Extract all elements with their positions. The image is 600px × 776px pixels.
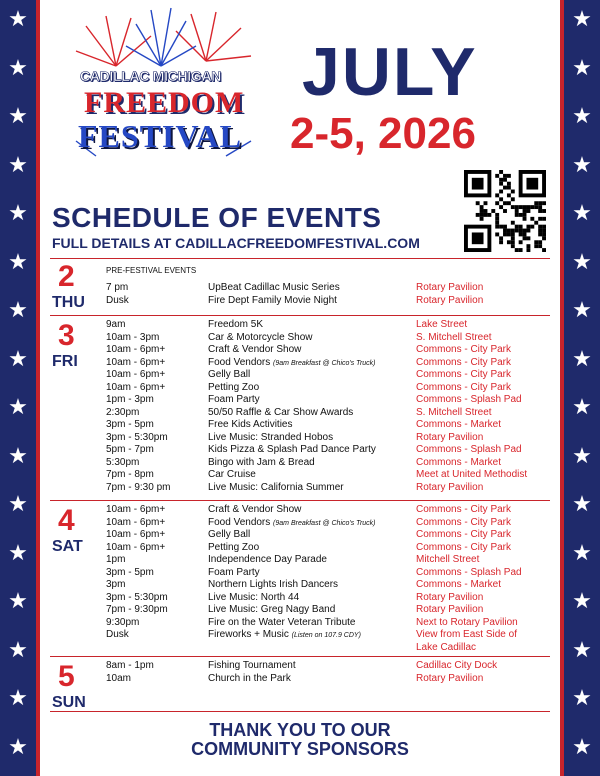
- star-icon: ★: [8, 248, 28, 274]
- event-time: 10am - 3pm: [106, 331, 160, 343]
- event-location: Commons - Splash Pad: [416, 566, 522, 578]
- event-name: [208, 517, 376, 530]
- event-title: Independence Day Parade: [208, 554, 327, 565]
- schedule-row: [106, 394, 550, 406]
- day-divider: [50, 258, 550, 259]
- event-location: S. Mitchell Street: [416, 406, 492, 418]
- event-name: [208, 554, 327, 566]
- event-location: Lake Cadillac: [416, 641, 477, 653]
- star-icon: ★: [8, 733, 28, 759]
- schedule-row: [106, 295, 550, 307]
- event-location: Lake Street: [416, 319, 468, 330]
- schedule-row: [106, 282, 550, 294]
- event-location: Commons - Market: [416, 419, 502, 430]
- event-location: Commons - City Park: [416, 356, 512, 368]
- schedule-row: [106, 369, 550, 381]
- event-name: [208, 673, 291, 685]
- event-title: Live Music: California Summer: [208, 481, 344, 493]
- star-icon: ★: [8, 6, 28, 31]
- event-name: [208, 604, 335, 616]
- star-icon: ★: [572, 6, 592, 31]
- star-icon: ★: [8, 539, 28, 565]
- star-icon: ★: [8, 588, 28, 613]
- event-title: Church in the Park: [208, 672, 291, 684]
- star-icon: ★: [572, 491, 592, 516]
- star-icon: ★: [8, 200, 28, 225]
- event-location: Cadillac City Dock: [416, 660, 498, 671]
- event-time: 10am: [106, 672, 132, 684]
- event-name: [208, 457, 315, 469]
- event-time: 10am - 6pm+: [106, 504, 166, 515]
- event-location: Mitchell Street: [416, 554, 480, 565]
- schedule-row: [106, 592, 550, 604]
- event-time: 10am - 6pm+: [106, 369, 166, 380]
- event-time: 1pm - 3pm: [106, 394, 154, 405]
- event-name: [208, 579, 338, 591]
- event-name: [208, 382, 259, 394]
- event-location: Commons - City Park: [416, 504, 512, 515]
- event-title: Food Vendors: [208, 516, 271, 528]
- schedule-row: [106, 629, 550, 641]
- event-time: Dusk: [106, 629, 129, 640]
- schedule-title: SCHEDULE OF EVENTS: [52, 202, 382, 233]
- schedule-row: [106, 617, 550, 629]
- day-name: SUN: [52, 694, 86, 711]
- event-location: Rotary Pavilion: [416, 481, 484, 493]
- event-time: 8am - 1pm: [106, 660, 154, 671]
- schedule-row: [106, 660, 550, 672]
- star-icon: ★: [8, 442, 28, 468]
- event-name: [208, 319, 263, 331]
- qr-code-icon[interactable]: [464, 170, 546, 252]
- star-icon: ★: [8, 54, 28, 80]
- event-time: 1pm: [106, 554, 126, 565]
- star-icon: ★: [8, 491, 28, 516]
- star-icon: ★: [572, 394, 592, 419]
- star-icon: ★: [8, 297, 28, 322]
- event-name: [208, 357, 376, 370]
- event-time: 2:30pm: [106, 406, 140, 418]
- day-name: THU: [52, 294, 85, 311]
- day-number: 4: [58, 504, 75, 537]
- schedule-row: [106, 332, 550, 344]
- event-name: [208, 394, 260, 406]
- event-location: Meet at United Methodist: [416, 469, 528, 480]
- event-time: 10am - 6pm+: [106, 356, 166, 368]
- star-icon: ★: [8, 636, 28, 662]
- event-title: Fireworks + Music: [208, 629, 289, 640]
- event-title: Fishing Tournament: [208, 660, 296, 671]
- schedule-row: [106, 579, 550, 591]
- schedule-row: [106, 517, 550, 529]
- event-location: S. Mitchell Street: [416, 331, 492, 343]
- star-icon: ★: [572, 588, 592, 613]
- event-title: Live Music: Stranded Hobos: [208, 431, 334, 443]
- logo-festival: FESTIVAL: [78, 118, 242, 154]
- event-title: Northern Lights Irish Dancers: [208, 579, 339, 590]
- event-location: Commons - City Park: [416, 516, 512, 528]
- schedule-row: [106, 382, 550, 394]
- event-name: [208, 369, 250, 381]
- event-location: Commons - City Park: [416, 344, 512, 355]
- star-icon: ★: [572, 539, 592, 565]
- event-time: 3pm - 5pm: [106, 419, 154, 430]
- sponsors-thanks: [50, 721, 550, 759]
- event-time: 9am: [106, 319, 126, 330]
- star-icon: ★: [8, 394, 28, 419]
- star-icon: ★: [572, 442, 592, 468]
- event-name: [208, 629, 361, 642]
- schedule-row: [106, 504, 550, 516]
- day-divider: [50, 656, 550, 657]
- event-time: 3pm: [106, 579, 126, 590]
- star-icon: ★: [572, 685, 592, 710]
- event-location: Commons - Market: [416, 456, 502, 468]
- details-link[interactable]: FULL DETAILS AT CADILLACFREEDOMFESTIVAL.COM: [52, 235, 420, 251]
- event-location: Rotary Pavilion: [416, 294, 484, 306]
- event-name: [208, 344, 301, 356]
- event-name: [208, 529, 250, 541]
- star-icon: ★: [572, 54, 592, 80]
- event-time: 3pm - 5:30pm: [106, 591, 168, 603]
- event-title: Kids Pizza & Splash Pad Dance Party: [208, 444, 376, 455]
- event-title: Craft & Vendor Show: [208, 344, 302, 355]
- event-name: [208, 504, 301, 516]
- event-title: Gelly Ball: [208, 529, 251, 540]
- event-location: Rotary Pavilion: [416, 591, 484, 603]
- schedule-row: [106, 432, 550, 444]
- event-name: [208, 419, 292, 431]
- schedule-row: [106, 482, 550, 494]
- event-title: Freedom 5K: [208, 319, 264, 330]
- event-time: 10am - 6pm+: [106, 529, 166, 540]
- schedule-row: [106, 469, 550, 481]
- event-name: [208, 660, 296, 672]
- event-time: 3pm - 5pm: [106, 566, 154, 578]
- event-location: View from East Side of: [416, 629, 517, 640]
- schedule-row: [106, 554, 550, 566]
- event-time: 5pm - 7pm: [106, 444, 154, 455]
- event-location: Commons - Market: [416, 579, 502, 590]
- star-icon: ★: [8, 151, 28, 177]
- star-icon: ★: [572, 636, 592, 662]
- logo-freedom: FREEDOM: [84, 86, 245, 119]
- event-title: 50/50 Raffle & Car Show Awards: [208, 406, 354, 418]
- star-icon: ★: [572, 248, 592, 274]
- flyer-content: [50, 0, 550, 776]
- event-title: Free Kids Activities: [208, 419, 293, 430]
- pre-festival-label: PRE-FESTIVAL EVENTS: [106, 266, 197, 275]
- festival-logo: [56, 6, 266, 166]
- event-name: [208, 617, 355, 629]
- logo-city: CADILLAC MICHIGAN: [80, 68, 222, 84]
- day-name: SAT: [52, 538, 83, 555]
- event-dates: 2-5, 2026: [290, 109, 476, 158]
- schedule-row: [106, 642, 550, 654]
- schedule-row: [106, 567, 550, 579]
- event-location: Rotary Pavilion: [416, 672, 484, 684]
- event-name: [208, 332, 312, 344]
- event-location: Next to Rotary Pavilion: [416, 616, 518, 628]
- event-title: Petting Zoo: [208, 541, 260, 553]
- day-number: 5: [58, 660, 75, 693]
- event-title: Live Music: North 44: [208, 591, 300, 603]
- day-number: 3: [58, 319, 75, 352]
- event-note: (9am Breakfast @ Chico's Truck): [273, 359, 376, 367]
- event-time: 7pm - 9:30pm: [106, 604, 168, 615]
- event-title: Gelly Ball: [208, 369, 251, 380]
- event-title: Foam Party: [208, 566, 260, 578]
- schedule-row: [106, 357, 550, 369]
- event-location: Commons - Splash Pad: [416, 394, 522, 405]
- event-name: [208, 444, 376, 456]
- event-name: [208, 567, 260, 579]
- event-location: Commons - City Park: [416, 541, 512, 553]
- event-name: [208, 282, 340, 294]
- event-note: (9am Breakfast @ Chico's Truck): [273, 519, 376, 527]
- event-title: UpBeat Cadillac Music Series: [208, 282, 340, 293]
- event-time: 9:30pm: [106, 616, 140, 628]
- event-title: Bingo with Jam & Bread: [208, 456, 315, 468]
- event-time: 10am - 6pm+: [106, 344, 166, 355]
- schedule-row: [106, 457, 550, 469]
- event-location: Rotary Pavilion: [416, 604, 484, 615]
- thanks-line1: THANK YOU TO OUR: [209, 720, 391, 740]
- event-name: [208, 469, 256, 481]
- day-divider: [50, 500, 550, 501]
- star-icon: ★: [572, 103, 592, 128]
- event-location: Rotary Pavilion: [416, 282, 484, 293]
- day-number: 2: [58, 260, 75, 293]
- event-title: Craft & Vendor Show: [208, 504, 302, 515]
- event-name: [208, 432, 333, 444]
- event-name: [208, 295, 337, 307]
- day-divider: [50, 315, 550, 316]
- day-name: FRI: [52, 353, 78, 370]
- schedule-row: [106, 344, 550, 356]
- event-title: Car & Motorcycle Show: [208, 331, 313, 343]
- event-name: [208, 482, 344, 494]
- schedule-row: [106, 604, 550, 616]
- event-location: Commons - City Park: [416, 369, 512, 380]
- event-time: 3pm - 5:30pm: [106, 431, 168, 443]
- left-red-stripe: [36, 0, 40, 776]
- schedule-row: [106, 444, 550, 456]
- event-time: 7 pm: [106, 282, 129, 293]
- event-time: 5:30pm: [106, 456, 140, 468]
- schedule-row: [106, 419, 550, 431]
- event-title: Car Cruise: [208, 469, 256, 480]
- star-icon: ★: [572, 151, 592, 177]
- event-time: 10am - 6pm+: [106, 381, 166, 393]
- event-time: 10am - 6pm+: [106, 541, 166, 553]
- star-icon: ★: [572, 733, 592, 759]
- day-divider: [50, 711, 550, 712]
- event-location: Commons - City Park: [416, 529, 512, 540]
- star-icon: ★: [8, 685, 28, 710]
- event-month: JULY: [302, 34, 478, 110]
- star-icon: ★: [572, 297, 592, 322]
- event-note: (Listen on 107.9 CDY): [291, 632, 361, 639]
- schedule-row: [106, 319, 550, 331]
- event-title: Fire on the Water Veteran Tribute: [208, 616, 356, 628]
- event-time: 7pm - 8pm: [106, 469, 154, 480]
- star-icon: ★: [572, 345, 592, 371]
- event-name: [208, 542, 259, 554]
- star-icon: ★: [8, 103, 28, 128]
- event-title: Live Music: Greg Nagy Band: [208, 604, 336, 615]
- event-title: Fire Dept Family Movie Night: [208, 294, 337, 306]
- star-icon: ★: [8, 345, 28, 371]
- star-icon: ★: [572, 200, 592, 225]
- event-time: Dusk: [106, 294, 129, 306]
- schedule-row: [106, 673, 550, 685]
- event-name: [208, 407, 353, 419]
- event-location: Commons - City Park: [416, 381, 512, 393]
- event-location: Rotary Pavilion: [416, 431, 484, 443]
- event-time: 7pm - 9:30 pm: [106, 481, 171, 493]
- event-time: 10am - 6pm+: [106, 516, 166, 528]
- event-title: Food Vendors: [208, 356, 271, 368]
- thanks-line2: COMMUNITY SPONSORS: [191, 739, 409, 759]
- event-location: Commons - Splash Pad: [416, 444, 522, 455]
- schedule-row: [106, 529, 550, 541]
- schedule-row: [106, 542, 550, 554]
- event-name: [208, 592, 299, 604]
- schedule-row: [106, 407, 550, 419]
- event-title: Petting Zoo: [208, 381, 260, 393]
- event-title: Foam Party: [208, 394, 260, 405]
